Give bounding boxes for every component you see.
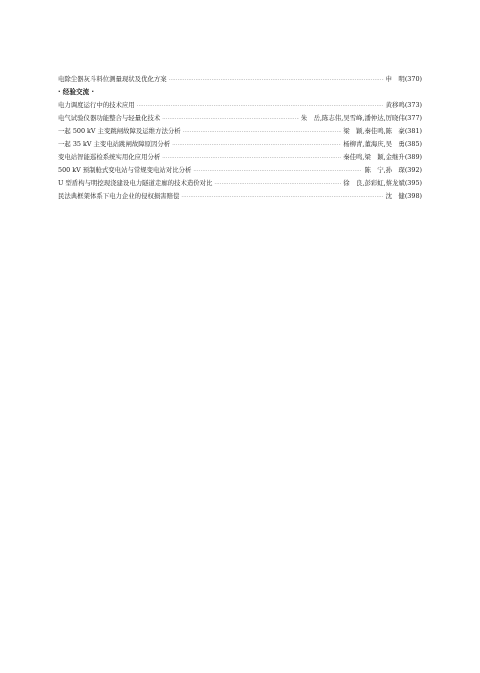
dot-leader	[193, 165, 362, 178]
toc-entry-page: (395)	[404, 179, 422, 187]
toc-entry-author: 申 明	[385, 75, 405, 83]
toc-entry-page: (370)	[404, 75, 422, 83]
toc-entry[interactable]	[58, 125, 422, 138]
dot-leader	[162, 113, 299, 126]
toc-entry-title: 变电站智能巡检系统实用化应用分析	[58, 153, 161, 161]
dot-leader	[172, 139, 341, 152]
toc-entry-page: (377)	[404, 114, 422, 122]
toc-entry-author: 沈 健	[385, 192, 405, 200]
toc-entry-title: U 型盾构与明挖现浇建设电力隧道走廊的技术造价对比	[58, 179, 213, 187]
toc-entry[interactable]	[58, 73, 422, 86]
table-of-contents	[58, 73, 422, 203]
toc-entry-page: (392)	[404, 166, 422, 174]
toc-entry-page: (381)	[404, 127, 422, 135]
dot-leader	[169, 74, 384, 87]
toc-entry-title: 一起 35 kV 主变电站跳闸故障原因分析	[58, 140, 171, 148]
dot-leader	[214, 178, 341, 191]
toc-entry-title: 电力调度运行中的技术应用	[58, 101, 135, 109]
toc-entry-title: 电除尘器灰斗料位测量现状及优化方案	[58, 75, 167, 83]
dot-leader	[181, 191, 383, 204]
toc-entry[interactable]	[58, 112, 422, 125]
toc-entry-author: 陈 宁,孙 琛	[364, 166, 405, 174]
toc-entry[interactable]	[58, 99, 422, 112]
toc-entry[interactable]	[58, 164, 422, 177]
toc-entry[interactable]	[58, 190, 422, 203]
toc-entry-page: (389)	[404, 153, 422, 161]
toc-entry-author: 杨柳青,董海庆,吴 勇	[343, 140, 405, 148]
toc-entry-page: (398)	[404, 192, 422, 200]
toc-entry[interactable]	[58, 177, 422, 190]
toc-entry-page: (385)	[404, 140, 422, 148]
toc-entry-author: 徐 良,彭彩虹,蔡龙斌	[343, 179, 405, 187]
toc-entry-title: 一起 500 kV 主变跳闸故障及运维方法分析	[58, 127, 181, 135]
toc-entry-author: 秦佳鸣,梁 颖,金继升	[343, 153, 405, 161]
toc-entry[interactable]	[58, 151, 422, 164]
section-heading: · 经验交流 ·	[58, 88, 94, 96]
toc-entry-page: (373)	[404, 101, 422, 109]
toc-entry-title: 500 kV 预制舱式变电站与常规变电站对比分析	[58, 166, 192, 174]
toc-entry-author: 梁 颖,秦佳鸣,陈 豪	[343, 127, 405, 135]
dot-leader	[183, 126, 342, 139]
toc-entry[interactable]	[58, 138, 422, 151]
toc-entry-author: 朱 岳,陈志伟,吴雪峰,潘仲达,厉晓伟	[300, 114, 405, 122]
toc-entry-title: 电气试验仪器功能整合与轻量化技术	[58, 114, 161, 122]
toc-entry-author: 黄移鸣	[385, 101, 405, 109]
toc-entry-title: 民法典框架体系下电力企业的侵权损害赔偿	[58, 192, 180, 200]
